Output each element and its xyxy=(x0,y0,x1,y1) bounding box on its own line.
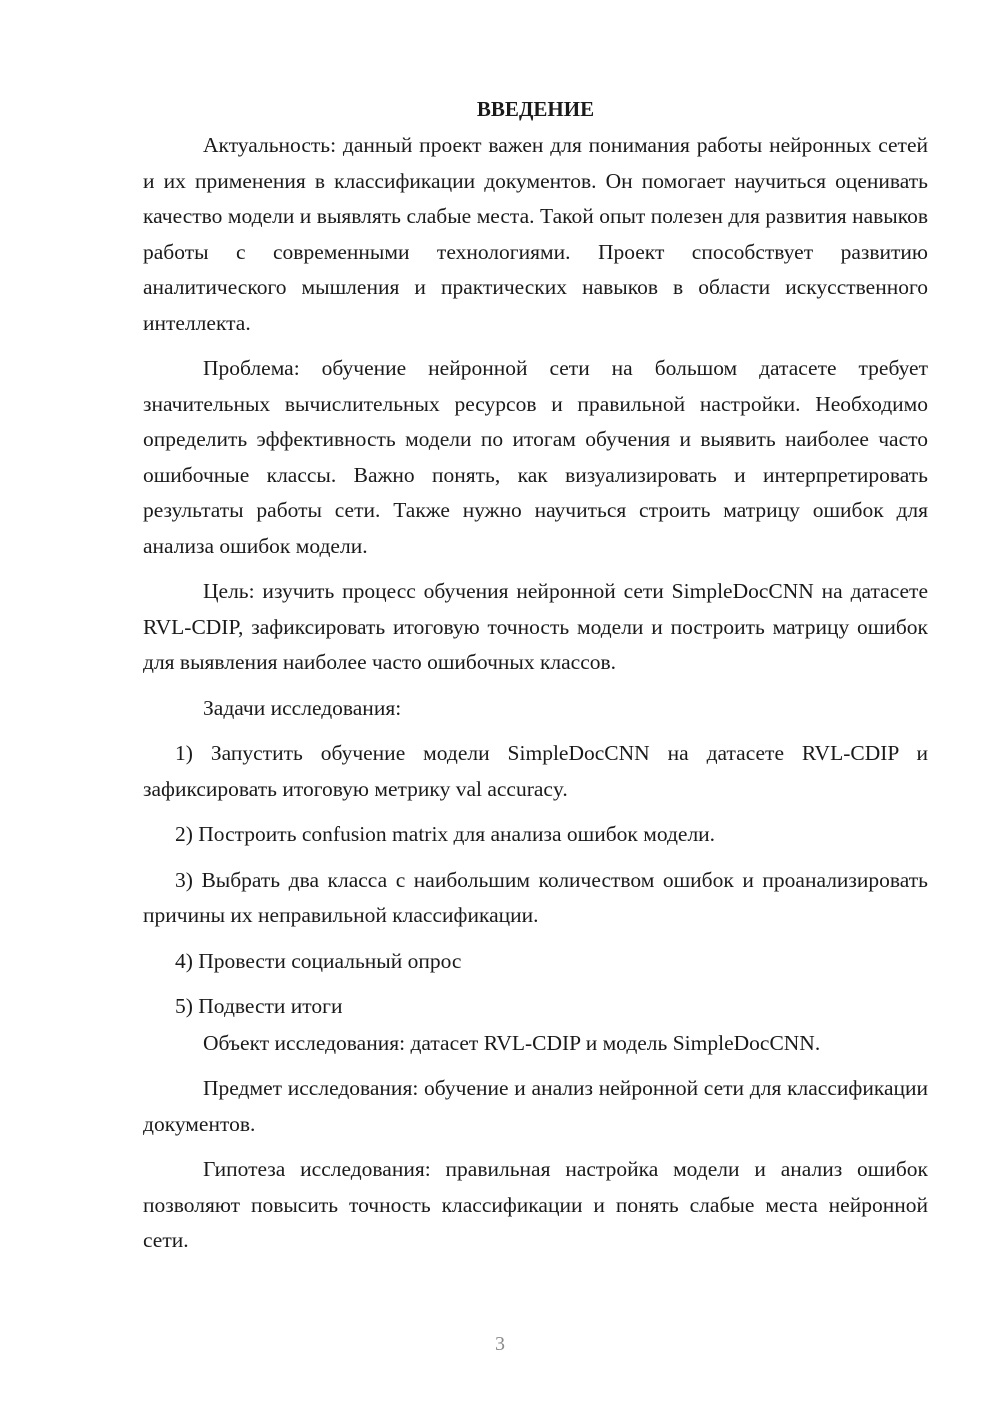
hypothesis-paragraph: Гипотеза исследования: правильная настройка модели и анализ ошибок позволяют повысить точность классификации и понять слабые места нейронной сети. xyxy=(143,1157,928,1252)
task-item-4: 4) Провести социальный опрос xyxy=(175,948,462,973)
task-item-5: 5) Подвести итоги xyxy=(175,994,343,1018)
task-item-3: 3) Выбрать два класса с наибольшим количеством ошибок и проанализировать причины их неправильной классификации. xyxy=(143,867,928,927)
tasks-title: Задачи исследования: xyxy=(203,695,402,720)
document-page xyxy=(143,92,928,1269)
problem-paragraph: Проблема: обучение нейронной сети на большом датасете требует значительных вычислительных ресурсов и правильной настройки. Необходимо определить эффективность модели по итогам обучения и выявить наиболее часто ошибочные классы. Важно понять, как визуализировать и интерпретировать результаты работы сети. Также нужно научиться строить матрицу ошибок для анализа ошибок модели. xyxy=(143,356,928,558)
goal-paragraph: Цель: изучить процесс обучения нейронной сети SimpleDocCNN на датасете RVL-CDIP, зафиксировать итоговую точность модели и построить матрицу ошибок для выявления наиболее часто ошибочных классов. xyxy=(143,579,928,674)
page-number: 3 xyxy=(495,1333,505,1355)
task-item-2: 2) Построить confusion matrix для анализа ошибок модели. xyxy=(175,822,716,846)
section-heading: ВВЕДЕНИЕ xyxy=(476,97,595,121)
relevance-paragraph: Актуальность: данный проект важен для понимания работы нейронных сетей и их применения в классификации документов. Он помогает научиться оценивать качество модели и выявлять слабые места. Такой опыт полезен для развития навыков работы с современными технологиями. Проект способствует развитию аналитического мышления и практических навыков в области искусственного интеллекта. xyxy=(143,133,928,335)
subject-paragraph: Предмет исследования: обучение и анализ нейронной сети для классификации документов. xyxy=(143,1076,928,1136)
task-item-1: 1) Запустить обучение модели SimpleDocCNN на датасете RVL-CDIP и зафиксировать итоговую метрику val accuracy. xyxy=(143,741,928,801)
object-paragraph: Объект исследования: датасет RVL-CDIP и модель SimpleDocCNN. xyxy=(203,1030,821,1055)
